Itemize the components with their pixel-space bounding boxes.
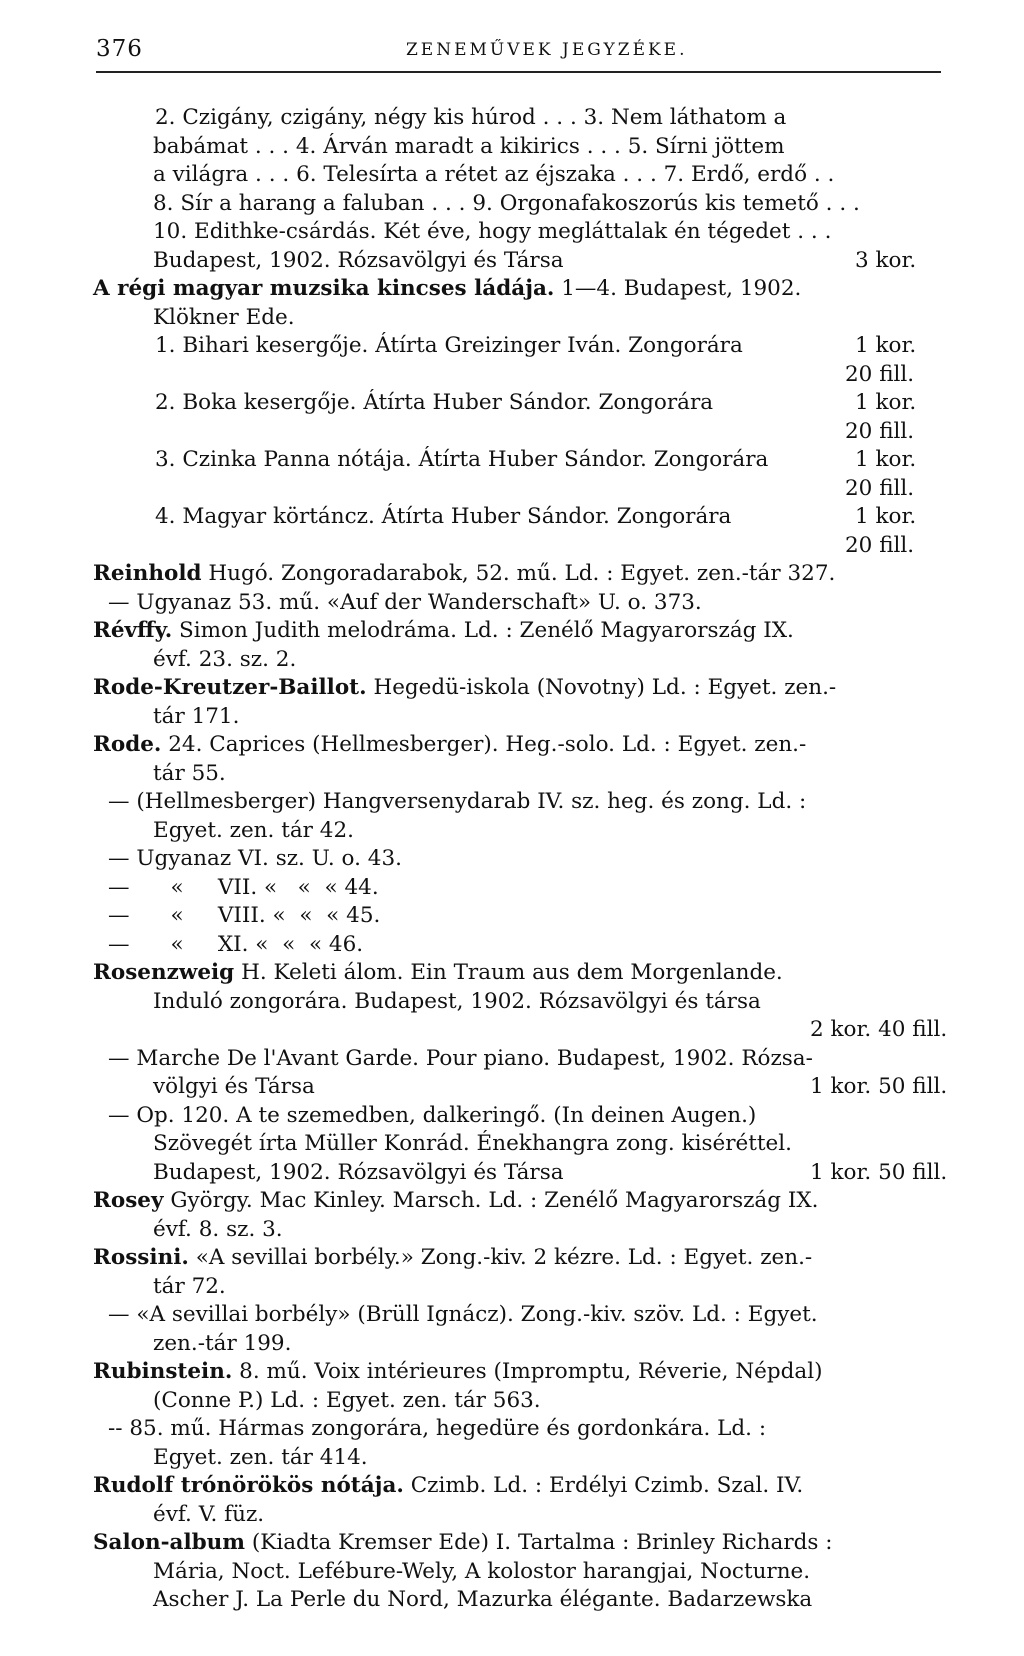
catalog-line [0,646,1024,675]
price: 20 fill. [845,532,915,558]
catalog-line [0,1130,1024,1159]
entry-keyword: Rubinstein. [93,1359,233,1384]
catalog-line [0,1529,1024,1558]
price: 1 kor. [855,504,917,529]
catalog-line [0,817,1024,846]
entry-text: 1. Bihari kesergője. Átírta Greizinger Iván. Zongorára [155,333,743,358]
entry-heading: Révffy. Simon Judith melodráma. Ld. : Zenélő Magyarország IX. [93,618,794,643]
entry-text: Szövegét írta Müller Konrád. Énekhangra zong. kiséréttel. [153,1131,792,1156]
catalog-line [0,845,1024,874]
entry-text: Egyet. zen. tár 414. [153,1444,368,1470]
catalog-line [0,389,1024,418]
entry-text: — « XI. « « « 46. [108,931,364,957]
entry-text: 2. Czigány, czigány, négy kis húrod . . . 3. Nem láthatom a [155,105,787,130]
catalog-line [0,161,1024,190]
entry-keyword: Révffy. [93,618,173,643]
catalog-line [0,902,1024,931]
entry-text: évf. 23. sz. 2. [153,646,297,672]
entry-text: tár 72. [153,1273,226,1299]
entry-keyword: Rode-Kreutzer-Baillot. [93,675,367,700]
catalog-line [0,589,1024,618]
price: 3 kor. [855,247,917,273]
entry-text: (Conne P.) Ld. : Egyet. zen. tár 563. [153,1387,541,1413]
entry-heading: A régi magyar muzsika kincses ládája. 1—4. Budapest, 1902. [93,276,802,301]
catalog-line [0,104,1024,133]
entry-keyword: Rossini. [93,1245,189,1270]
entry-text: — Ugyanaz VI. sz. U. o. 43. [108,846,402,871]
entry-text: Egyet. zen. tár 42. [153,817,354,843]
catalog-line [0,332,1024,361]
entry-text: — (Hellmesberger) Hangversenydarab IV. sz. heg. és zong. Ld. : [108,789,807,814]
catalog-line [0,1216,1024,1245]
entry-text: Induló zongorára. Budapest, 1902. Rózsavölgyi és társa [153,988,761,1014]
catalog-line [0,1016,1024,1045]
catalog-line [0,361,1024,390]
entry-keyword: A régi magyar muzsika kincses ládája. [93,276,555,301]
catalog-line [0,1273,1024,1302]
catalog-line [0,247,1024,276]
entry-heading: Rudolf trónörökös nótája. Czimb. Ld. : Erdélyi Czimb. Szal. IV. [93,1473,804,1498]
entry-text: — « VII. « « « 44. [108,874,379,900]
catalog-line [0,475,1024,504]
catalog-line [0,959,1024,988]
catalog-line [0,1586,1024,1615]
catalog-line [0,1301,1024,1330]
page-header [0,36,1024,76]
entry-heading: Salon-album (Kiadta Kremser Ede) I. Tartalma : Brinley Richards : [93,1530,833,1555]
price: 20 fill. [845,475,915,501]
entry-text: — « VIII. « « « 45. [108,903,381,928]
catalog-line [0,788,1024,817]
catalog-line [0,760,1024,789]
entry-text: Klökner Ede. [153,304,295,330]
entry-text: — Op. 120. A te szemedben, dalkeringő. (In deinen Augen.) [108,1102,757,1128]
catalog-entries [0,104,1024,1615]
price: 1 kor. [855,447,917,472]
entry-text: Mária, Noct. Lefébure-Wely, A kolostor harangjai, Nocturne. [153,1558,811,1584]
entry-heading: Reinhold Hugó. Zongoradarabok, 52. mű. Ld. : Egyet. zen.-tár 327. [93,561,836,586]
entry-text: Ascher J. La Perle du Nord, Mazurka élégante. Badarzewska [153,1587,813,1612]
catalog-line [0,1073,1024,1102]
catalog-line [0,560,1024,589]
catalog-line [0,304,1024,333]
entry-heading: Rosey György. Mac Kinley. Marsch. Ld. : Zenélő Magyarország IX. [93,1188,819,1213]
catalog-line [0,1330,1024,1359]
catalog-line [0,1159,1024,1188]
catalog-line [0,1444,1024,1473]
entry-text: 10. Edithke-csárdás. Két éve, hogy megláttalak én tégedet . . . [153,219,832,244]
catalog-line [0,1358,1024,1387]
entry-heading: Rossini. «A sevillai borbély.» Zong.-kiv. 2 kézre. Ld. : Egyet. zen.- [93,1245,813,1270]
price: 1 kor. 50 fill. [810,1159,948,1185]
entry-text: 8. Sír a harang a faluban . . . 9. Orgonafakoszorús kis temető . . . [153,190,860,216]
entry-text: tár 171. [153,703,240,729]
catalog-line [0,1558,1024,1587]
catalog-line [0,190,1024,219]
price: 1 kor. 50 fill. [810,1074,948,1099]
entry-keyword: Rosey [93,1188,164,1213]
entry-text: tár 55. [153,760,226,786]
price: 20 fill. [845,361,915,387]
catalog-line [0,446,1024,475]
price: 2 kor. 40 fill. [810,1017,948,1042]
entry-keyword: Rosenzweig [93,960,235,985]
catalog-line [0,1415,1024,1444]
entry-text: évf. 8. sz. 3. [153,1216,283,1242]
catalog-line [0,532,1024,561]
catalog-line [0,418,1024,447]
price: 1 kor. [855,390,917,415]
entry-text: Budapest, 1902. Rózsavölgyi és Társa [153,1159,564,1185]
entry-keyword: Rode. [93,732,162,757]
entry-text: évf. V. füz. [153,1501,265,1527]
entry-keyword: Rudolf trónörökös nótája. [93,1473,404,1498]
catalog-line [0,674,1024,703]
price: 20 fill. [845,418,915,444]
entry-text: -- 85. mű. Hármas zongorára, hegedüre és gordonkára. Ld. : [108,1416,767,1441]
entry-keyword: Reinhold [93,561,202,586]
entry-text: — Ugyanaz 53. mű. «Auf der Wanderschaft» U. o. 373. [108,589,702,615]
entry-text: 4. Magyar körtáncz. Átírta Huber Sándor. Zongorára [155,504,732,529]
entry-text: zen.-tár 199. [153,1330,292,1356]
catalog-line [0,1187,1024,1216]
entry-text: völgyi és Társa [153,1074,315,1099]
catalog-line [0,1244,1024,1273]
catalog-line [0,731,1024,760]
catalog-line [0,1501,1024,1530]
catalog-line [0,503,1024,532]
catalog-line [0,617,1024,646]
entry-heading: Rode. 24. Caprices (Hellmesberger). Heg.-solo. Ld. : Egyet. zen.- [93,732,807,757]
entry-text: 3. Czinka Panna nótája. Átírta Huber Sándor. Zongorára [155,447,769,472]
price: 1 kor. [855,333,917,358]
catalog-line [0,275,1024,304]
entry-heading: Rubinstein. 8. mű. Voix intérieures (Impromptu, Réverie, Népdal) [93,1359,823,1384]
catalog-line [0,703,1024,732]
page-number: 376 [96,36,143,62]
catalog-line [0,133,1024,162]
entry-text: Budapest, 1902. Rózsavölgyi és Társa [153,247,564,273]
catalog-line [0,931,1024,960]
catalog-line [0,1472,1024,1501]
catalog-line [0,1102,1024,1131]
entry-heading: Rosenzweig H. Keleti álom. Ein Traum aus dem Morgenlande. [93,960,783,985]
entry-keyword: Salon-album [93,1530,246,1555]
catalog-line [0,988,1024,1017]
entry-heading: Rode-Kreutzer-Baillot. Hegedü-iskola (Novotny) Ld. : Egyet. zen.- [93,675,837,700]
catalog-line [0,874,1024,903]
header-rule [96,71,941,73]
entry-text: — «A sevillai borbély» (Brüll Ignácz). Zong.-kiv. szöv. Ld. : Egyet. [108,1302,818,1327]
entry-text: a világra . . . 6. Telesírta a rétet az éjszaka . . . 7. Erdő, erdő . . [153,162,835,187]
entry-text: — Marche De l'Avant Garde. Pour piano. Budapest, 1902. Rózsa- [108,1045,813,1071]
entry-text: 2. Boka kesergője. Átírta Huber Sándor. Zongorára [155,390,714,415]
catalog-line [0,1387,1024,1416]
running-head: ZENEMŰVEK JEGYZÉKE. [406,40,688,60]
catalog-line [0,1045,1024,1074]
entry-text: babámat . . . 4. Árván maradt a kikirics . . . 5. Sírni jöttem [153,133,785,159]
catalog-line [0,218,1024,247]
